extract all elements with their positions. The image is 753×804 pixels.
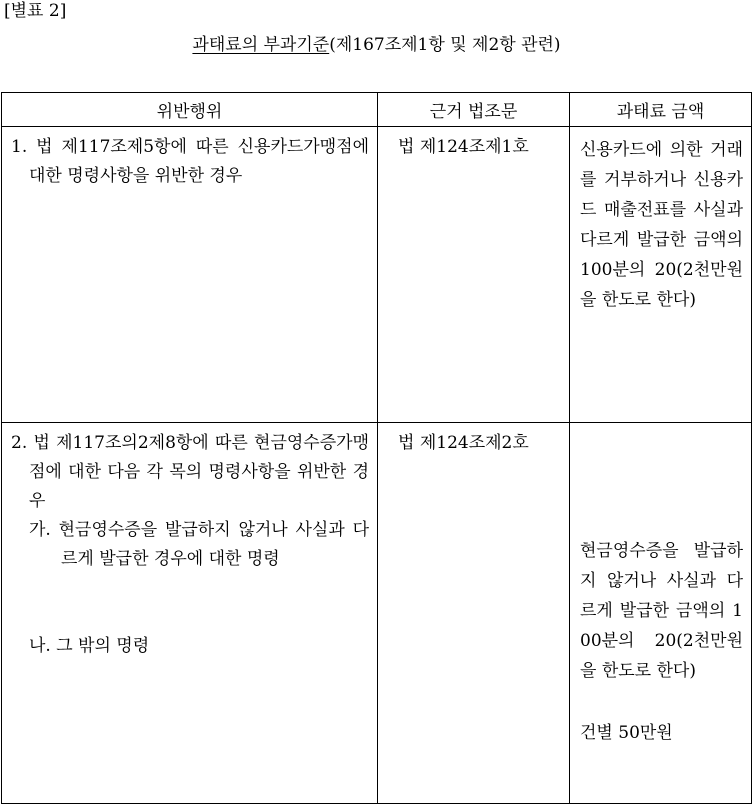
header-basis: 근거 법조문 [378,93,570,127]
violation-text: 2. 법 제117조의2제8항에 따른 현금영수증가맹점에 대한 다음 각 목의 명령사항을 위반한 경우 [11,433,369,511]
header-amount: 과태료 금액 [570,93,752,127]
basis-cell [378,423,570,804]
header-violation: 위반행위 [2,93,378,127]
amount-text-na: 건별 50만원 [580,723,673,743]
document-title [0,34,753,56]
violation-text: 1. 법 제117조제5항에 따른 신용카드가맹점에 대한 명령사항을 위반한 경우 [11,137,369,186]
table-header-row [2,93,752,127]
title-sub: (제167조제1항 및 제2항 관련) [329,35,561,55]
violation-cell [2,127,378,423]
table-row [2,423,752,804]
penalty-table [1,92,752,804]
amount-text-ga: 현금영수증을 발급하지 않거나 사실과 다르게 발급한 금액의 100분의 20(2천만원을 한도로 한다) [580,541,743,681]
annex-tag: [별표 2] [4,1,67,21]
amount-cell [570,423,752,804]
amount-text: 신용카드에 의한 거래를 거부하거나 신용카드 매출전표를 사실과 다르게 발급한 금액의 100분의 20(2천만원을 한도로 한다) [580,140,743,310]
table-row [2,127,752,423]
violation-cell [2,423,378,804]
sub-item-ga: 가. 현금영수증을 발급하지 않거나 사실과 다르게 발급한 경우에 대한 명령 [29,520,369,569]
sub-item-na: 나. 그 밖의 명령 [29,636,150,656]
basis-cell [378,127,570,423]
basis-text: 법 제124조제2호 [398,433,529,453]
basis-text: 법 제124조제1호 [398,137,529,157]
title-main: 과태료의 부과기준 [192,35,330,55]
amount-cell [570,127,752,423]
